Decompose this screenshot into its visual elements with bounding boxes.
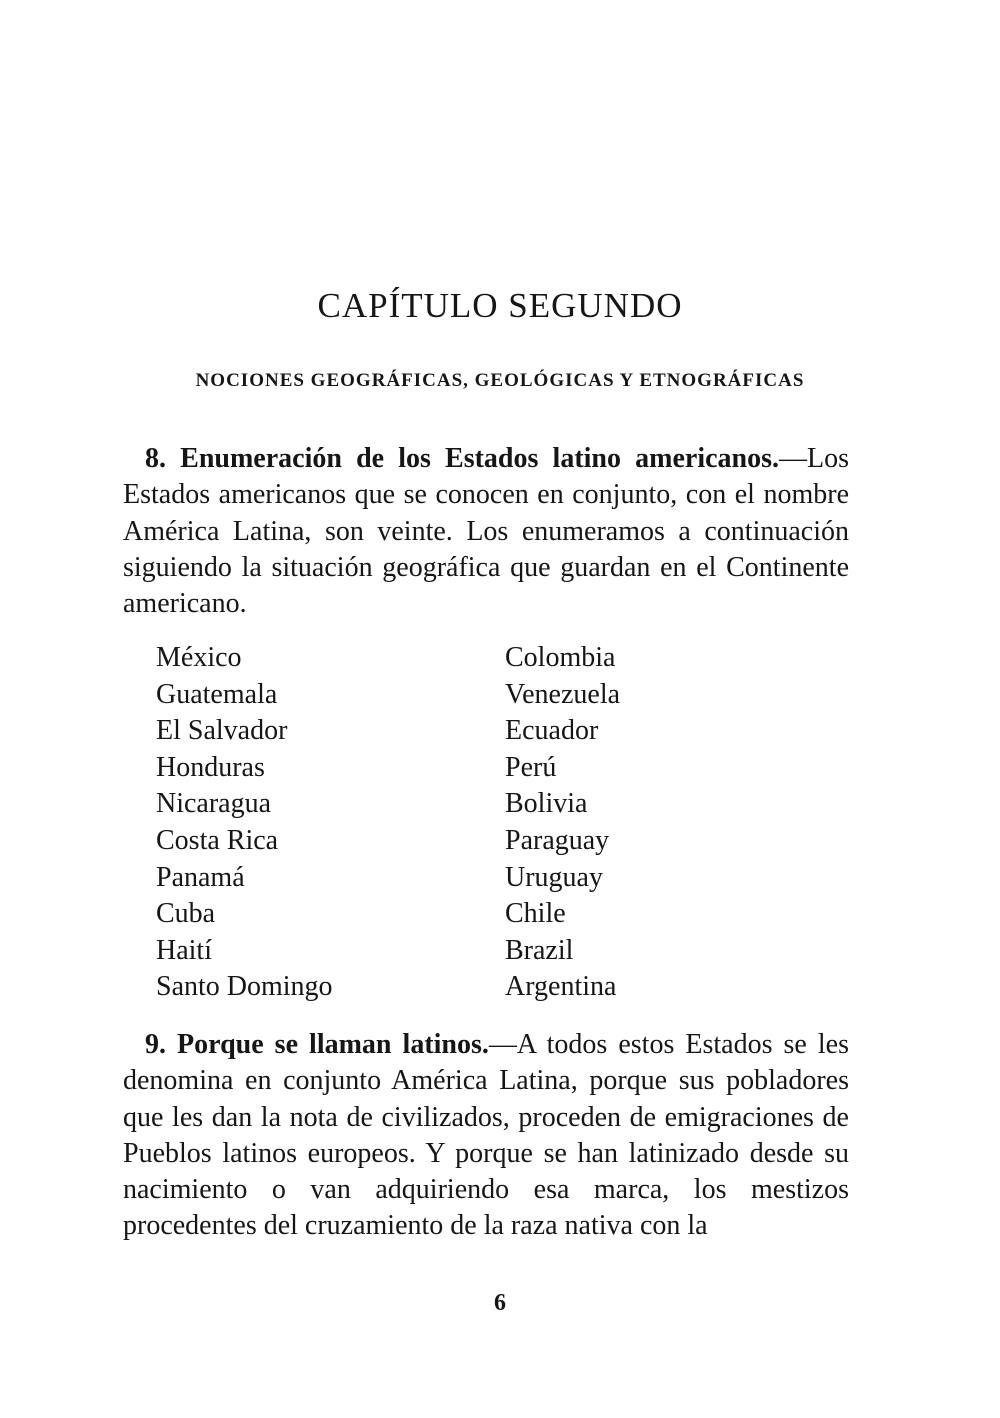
section-8-text: —Los Estados americanos que se conocen en conjunto, con el nombre América Latina, son veinte. Los enumeramos a continuación siguiendo la situación geográfica que guardan en el Continente americano. <box>123 443 850 620</box>
list-item: Panamá <box>156 861 245 893</box>
list-item: Santo Domingo <box>156 971 333 1003</box>
list-item: Ecuador <box>505 715 599 747</box>
section-9-paragraph <box>123 1027 849 1245</box>
list-item: Colombia <box>505 642 616 673</box>
country-list-right <box>505 640 620 1006</box>
section-9-number: 9. <box>145 1029 166 1060</box>
list-item: Brazil <box>505 934 574 966</box>
list-item: México <box>156 642 242 673</box>
list-item: Perú <box>505 751 557 783</box>
chapter-title: CAPÍTULO SEGUNDO <box>317 286 683 325</box>
section-9-text: —A todos estos Estados se les denomina en conjunto América Latina, porque sus pobladores que les dan la nota de civilizados, proceden de emigraciones de Pueblos latinos europeos. Y porque se han latinizado desde su nacimiento o van adquiriendo esa marca, los mestizos procedentes del cruzamiento de la raza nativa con la <box>123 1029 849 1242</box>
list-item: Venezuela <box>505 678 621 710</box>
section-8-heading: Enumeración de los Estados latino americanos. <box>180 443 780 474</box>
list-item: Cuba <box>156 898 216 930</box>
section-8-paragraph <box>123 441 849 622</box>
list-item: Paraguay <box>505 824 610 856</box>
chapter-subtitle: NOCIONES GEOGRÁFICAS, GEOLÓGICAS Y ETNOGRÁFICAS <box>195 370 805 391</box>
list-item: Guatemala <box>156 678 278 710</box>
section-9-heading: Porque se llaman latinos. <box>177 1029 489 1060</box>
list-item: El Salvador <box>156 715 288 747</box>
list-item: Uruguay <box>505 861 603 893</box>
page-number: 6 <box>494 1290 506 1316</box>
list-item: Argentina <box>505 971 617 1003</box>
country-list-left <box>156 640 333 1006</box>
list-item: Costa Rica <box>156 824 279 856</box>
list-item: Haití <box>156 934 212 966</box>
section-8-number: 8. <box>145 443 166 474</box>
list-item: Honduras <box>156 751 265 783</box>
list-item: Chile <box>505 898 566 930</box>
list-item: Nicaragua <box>156 788 272 820</box>
list-item: Bolivia <box>505 788 588 820</box>
